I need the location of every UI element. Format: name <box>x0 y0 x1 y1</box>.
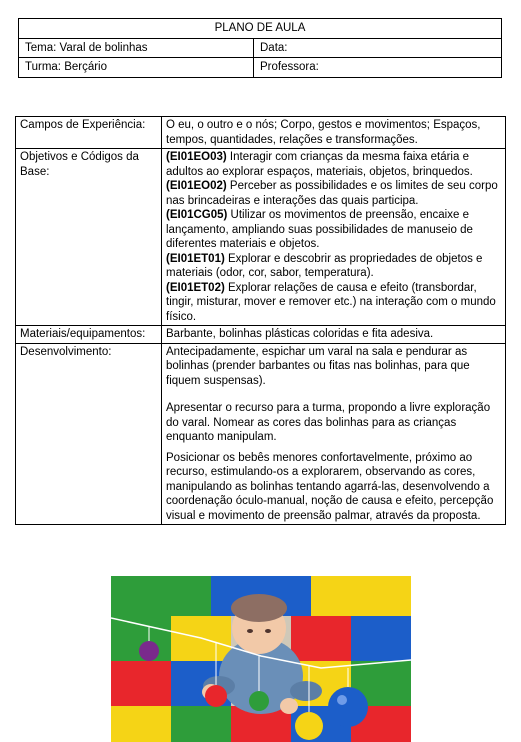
materiais-row <box>16 326 506 344</box>
plan-table <box>15 116 506 525</box>
desenvolvimento-paragraph: Antecipadamente, espichar um varal na sala e pendurar as bolinhas (prender barbantes ou fitas nas bolinhas, para que fiquem suspensas). <box>166 345 470 387</box>
objetivo-code: (EI01ET02) <box>166 281 225 294</box>
objetivo-code: (EI01CG05) <box>166 209 228 221</box>
objetivo-code: (EI01ET01) <box>166 252 225 265</box>
desenvolvimento-label: Desenvolvimento: <box>16 343 162 525</box>
activity-photo <box>111 576 411 742</box>
turma-field: Turma: Berçário <box>19 58 254 78</box>
objetivos-label: Objetivos e Códigos da Base: <box>16 149 162 326</box>
campos-label: Campos de Experiência: <box>16 117 162 149</box>
objetivos-list <box>162 149 506 326</box>
objetivo-code: (EI01EO02) <box>166 180 227 192</box>
campos-text: O eu, o outro e o nós; Corpo, gestos e movimentos; Espaços, tempos, quantidades, relações e transformações. <box>162 117 506 149</box>
objetivo-text: Perceber as possibilidades e os limites de seu corpo nas brincadeiras e interações das quais participa. <box>166 180 498 207</box>
objetivo-item <box>166 281 501 325</box>
professora-field: Professora: <box>254 58 502 78</box>
objetivo-item <box>166 150 501 179</box>
objetivo-item <box>166 252 501 281</box>
objetivo-text: Explorar relações de causa e efeito (transbordar, tingir, misturar, mover e remover etc.) na interação com o mundo físico. <box>166 281 496 323</box>
objetivo-text: Utilizar os movimentos de preensão, encaixe e lançamento, ampliando suas possibilidades de manuseio de diferentes materiais e objetos. <box>166 209 473 250</box>
objetivos-row <box>16 149 506 326</box>
plan-title: PLANO DE AULA <box>19 19 502 39</box>
objetivo-text: Explorar e descobrir as propriedades de objetos e materiais (odor, cor, sabor, temperatura). <box>166 252 483 279</box>
baby-with-hanging-balls-image <box>111 576 411 742</box>
objetivo-item <box>166 179 501 208</box>
desenvolvimento-paragraph: Apresentar o recurso para a turma, propondo a livre exploração do varal. Nomear as cores das bolinhas para as crianças enquanto manipulam. <box>166 402 491 443</box>
header-table <box>18 18 502 78</box>
materiais-text: Barbante, bolinhas plásticas coloridas e fita adesiva. <box>162 326 506 344</box>
materiais-label: Materiais/equipamentos: <box>16 326 162 344</box>
desenvolvimento-text <box>162 343 506 525</box>
desenvolvimento-paragraph: Posicionar os bebês menores confortavelmente, próximo ao recurso, estimulando-os a explorarem, observando as cores, manipulando as bolinhas tentando agarrá-las, desenvolvendo a coordenação óculo-manual, noção de causa e efeito, percepção visual e movimento de preensão palmar, através da proposta. <box>166 451 494 522</box>
objetivo-text: Interagir com crianças da mesma faixa etária e adultos ao explorar espaços, materiais, objetos, brinquedos. <box>166 151 473 178</box>
desenvolvimento-row <box>16 343 506 525</box>
objetivo-code: (EI01EO03) <box>166 151 227 163</box>
data-field: Data: <box>254 38 502 58</box>
campos-row <box>16 117 506 149</box>
objetivo-item <box>166 208 501 252</box>
tema-field: Tema: Varal de bolinhas <box>19 38 254 58</box>
